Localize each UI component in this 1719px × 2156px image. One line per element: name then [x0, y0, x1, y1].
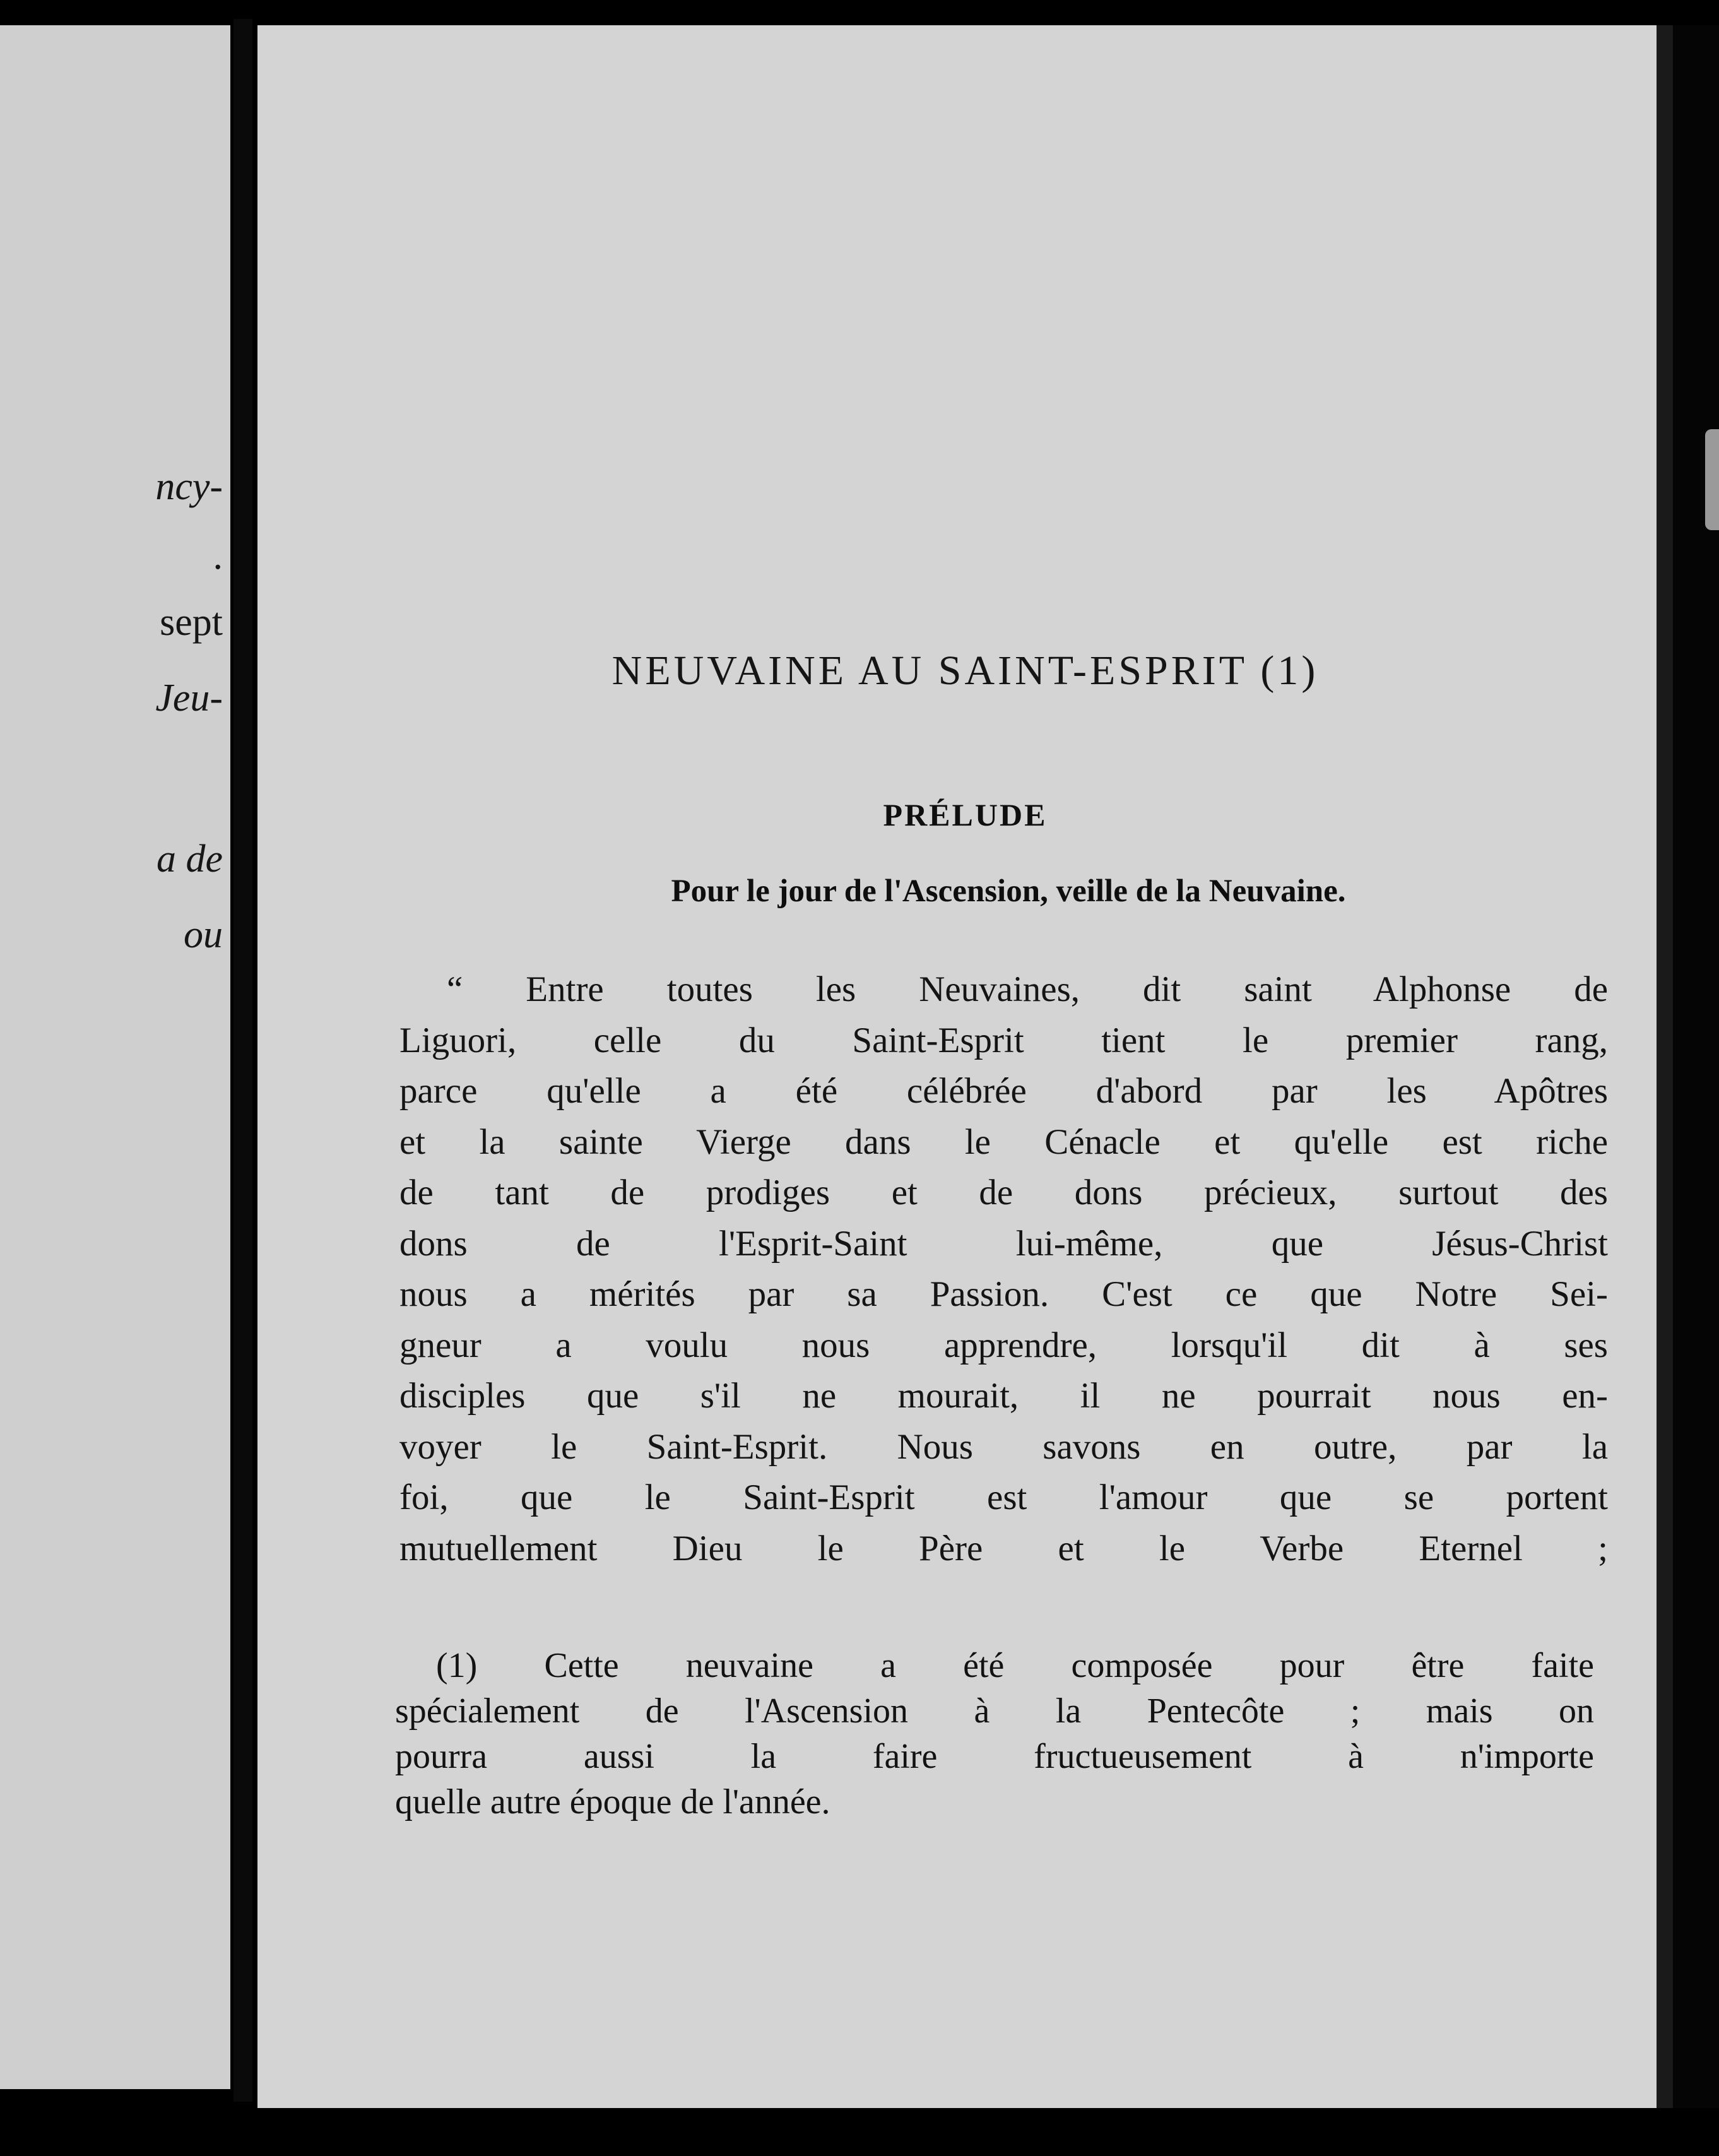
- footnote-line: quelle autre époque de l'année.: [395, 1782, 830, 1821]
- body-line: gneur a voulu nous apprendre, lorsqu'il dit à ses: [399, 1325, 1608, 1365]
- book-page: [257, 25, 1673, 2108]
- facing-page-text: ou: [184, 913, 223, 956]
- facing-page-text: Jeu-: [155, 677, 223, 720]
- body-line: voyer le Saint-Esprit. Nous savons en outre, par la: [399, 1426, 1608, 1467]
- section-heading: PRÉLUDE: [883, 797, 1048, 832]
- body-line: disciples que s'il ne mourait, il ne pourrait nous en-: [399, 1376, 1608, 1416]
- body-line: mutuellement Dieu le Père et le Verbe Eternel ;: [399, 1528, 1608, 1568]
- body-line: “ Entre toutes les Neuvaines, dit saint Alphonse de: [447, 969, 1608, 1009]
- facing-page-text: sept: [160, 601, 223, 644]
- facing-page-text: a de: [156, 838, 223, 880]
- page-title: NEUVAINE AU SAINT-ESPRIT (1): [611, 648, 1319, 694]
- body-line: nous a mérités par sa Passion. C'est ce que Notre Sei-: [399, 1274, 1608, 1314]
- footnote-line: (1) Cette neuvaine a été composée pour être faite: [436, 1646, 1594, 1685]
- body-line: et la sainte Vierge dans le Cénacle et qu'elle est riche: [399, 1122, 1608, 1162]
- body-line: Liguori, celle du Saint-Esprit tient le premier rang,: [399, 1020, 1608, 1060]
- page-edge-shadow: [1657, 25, 1673, 2108]
- section-subtitle: Pour le jour de l'Ascension, veille de la Neuvaine.: [671, 874, 1346, 909]
- scan-border: [1673, 25, 1719, 2108]
- facing-page-text: ncy-: [155, 465, 223, 508]
- body-line: parce qu'elle a été célébrée d'abord par les Apôtres: [399, 1071, 1608, 1111]
- facing-page-text: .: [213, 535, 223, 578]
- body-line: de tant de prodiges et de dons précieux, surtout des: [399, 1173, 1608, 1212]
- scan-clip-mark: [1705, 429, 1719, 530]
- body-paragraph: [399, 964, 1608, 1574]
- footnote-line: pourra aussi la faire fructueusement à n'importe: [395, 1737, 1594, 1776]
- book-spine: [233, 19, 252, 2102]
- facing-page-fragment: [0, 25, 230, 2089]
- footnote-line: spécialement de l'Ascension à la Pentecôte ; mais on: [395, 1691, 1594, 1731]
- body-line: dons de l'Esprit-Saint lui-même, que Jésus-Christ: [399, 1223, 1608, 1264]
- body-line: foi, que le Saint-Esprit est l'amour que se portent: [399, 1478, 1608, 1517]
- footnote: [395, 1643, 1594, 1825]
